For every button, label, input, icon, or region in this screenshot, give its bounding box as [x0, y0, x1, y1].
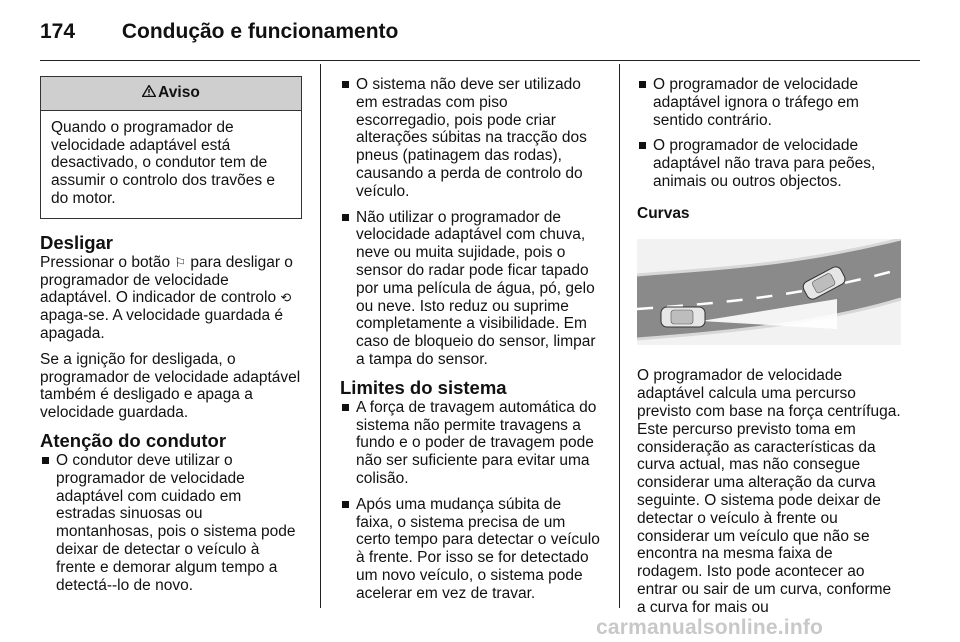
heading-desligar: Desligar: [40, 231, 114, 253]
page-number: 174: [40, 20, 76, 43]
list-item: O programador de velocidade adaptável não trava para peões, animais ou outros objectos.: [637, 137, 901, 190]
column-divider-2: [619, 64, 620, 608]
column-1: [40, 76, 302, 602]
column-3: [637, 76, 901, 625]
page-title: Condução e funcionamento: [121, 20, 399, 43]
heading-limites: Limites do sistema: [340, 376, 507, 398]
warning-box: [40, 76, 302, 219]
warning-triangle-icon: [142, 84, 156, 102]
list-item: Após uma mudança súbita de faixa, o sistema precisa de um certo tempo para detectar o veículo à frente. Por isso se for detectado um novo veículo, o sistema pode acelerar em vez de travar.: [340, 496, 602, 603]
column-2: [340, 76, 602, 611]
conditions-list: [340, 76, 602, 369]
list-item: A força de travagem automática do sistema não permite travagens a fundo e o poder de travagem pode não ser suficiente para evitar uma colisão.: [340, 399, 602, 488]
warning-header: [41, 77, 301, 111]
column-divider-1: [320, 64, 321, 608]
list-item: O sistema não deve ser utilizado em estradas com piso escorregadio, pois pode criar alterações súbitas na tracção dos pneus (patinagem das rodas), causando a perda de controlo do veículo.: [340, 76, 602, 201]
curvas-paragraph: O programador de velocidade adaptável calcula uma percurso previsto com base na força centrífuga. Este percurso previsto toma em consideração as características da curva actual, mas não consegue considerar uma alteração da curva seguinte. O sistema pode deixar de detectar o veículo à frente ou considerar um veículo que não se encontra na mesma faixa de rodagem. Isto pode acontecer ao entrar ou sair de um curva, conforme a curva for mais ou: [637, 367, 901, 616]
desligar-paragraph-2: Se a ignição for desligada, o programador de velocidade adaptável também é desligado e apaga a velocidade guardada.: [40, 350, 301, 422]
warning-title: Aviso: [158, 84, 200, 101]
watermark: carmanualsonline.info: [596, 616, 824, 639]
header-rule: [40, 60, 920, 61]
atencao-list: [40, 452, 302, 594]
page-header: [40, 20, 398, 44]
heading-curvas: Curvas: [637, 204, 690, 222]
list-item: O programador de velocidade adaptável ignora o tráfego em sentido contrário.: [637, 76, 901, 129]
cruise-indicator-icon: ⟲: [280, 290, 292, 306]
list-item: O condutor deve utilizar o programador de velocidade adaptável com cuidado em estradas sinuosas ou montanhosas, pois o sistema pode deixar de detectar o veículo à frente e demorar algum tempo a detectá--lo de novo.: [40, 452, 302, 594]
warning-text: Quando o programador de velocidade adaptável está desactivado, o condutor tem de assumir o controlo dos travões e do motor.: [51, 118, 275, 207]
ignore-list: [637, 76, 901, 191]
own-car-icon: [661, 307, 705, 327]
cruise-off-button-icon: ⚐: [174, 254, 187, 270]
desligar-paragraph-1: [40, 254, 302, 343]
heading-atencao: Atenção do condutor: [40, 429, 227, 451]
curve-road-illustration: [637, 239, 901, 345]
desligar-text-c: apaga-se. A velocidade guardada é apagada.: [40, 307, 284, 342]
list-item: Não utilizar o programador de velocidade adaptável com chuva, neve ou muita sujidade, pois o sensor do radar pode ficar tapado por uma película de água, pó, gelo ou neve. Isto reduz ou suprime completamente a visibilidade. Em caso de bloqueio do sensor, limpar a tampa do sensor.: [340, 209, 602, 369]
limites-list: [340, 399, 602, 603]
desligar-text-a: Pressionar o botão: [40, 253, 171, 271]
desligar-text-b: para desligar o programador de velocidade adaptável. O indicador de controlo: [40, 253, 293, 307]
